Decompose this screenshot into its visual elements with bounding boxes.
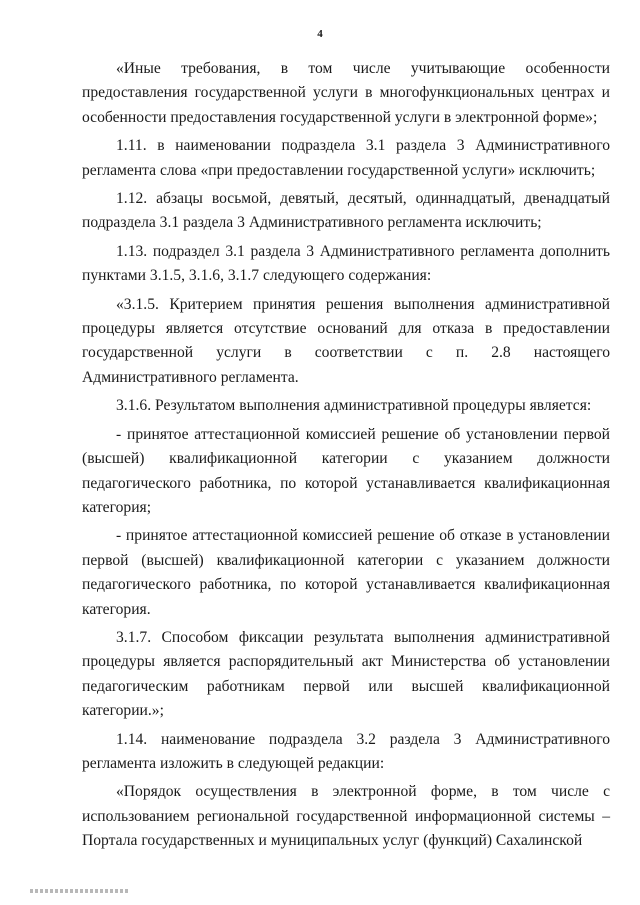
paragraph-11: «Порядок осуществления в электронной форме, в том числе с использованием региональной государственной информационной системы – Портала государственных и муниципальных услуг (функций) Сахалинской <box>82 783 610 850</box>
paragraph-1: «Иные требования, в том числе учитывающие особенности предоставления государственной услуги в многофункциональных центрах и особенности предоставления государственной услуги в электронной форме»; <box>82 60 610 126</box>
document-body <box>82 57 610 854</box>
paragraph-3: 1.12. абзацы восьмой, девятый, десятый, одиннадцатый, двенадцатый подраздела 3.1 раздела 3 Административного регламента исключить; <box>82 190 610 232</box>
paragraph-8: - принятое аттестационной комиссией решение об отказе в установлении первой (высшей) квалификационной категории с указанием должности педагогического работника, по которой устанавливается квалификационная категория. <box>82 527 610 618</box>
page-number: 4 <box>317 28 323 40</box>
paragraph-2: 1.11. в наименовании подраздела 3.1 раздела 3 Административного регламента слова «при предоставлении государственной услуги» исключить; <box>82 137 610 179</box>
paragraph-5: «3.1.5. Критерием принятия решения выполнения административной процедуры является отсутствие оснований для отказа в предоставлении государственной услуги в соответствии с п. 2.8 настоящего Административного регламента. <box>82 295 610 386</box>
paragraph-6: 3.1.6. Результатом выполнения административной процедуры является: <box>116 397 592 415</box>
scan-artifact-mark <box>30 889 130 893</box>
paragraph-9: 3.1.7. Способом фиксации результата выполнения административной процедуры является распорядительный акт Министерства об установлении педагогическим работникам первой или высшей квалификационной категории.»; <box>82 628 610 720</box>
paragraph-7: - принятое аттестационной комиссией решение об установлении первой (высшей) квалификационной категории с указанием должности педагогического работника, по которой устанавливается квалификационная категория; <box>82 425 610 516</box>
paragraph-4: 1.13. подраздел 3.1 раздела 3 Административного регламента дополнить пунктами 3.1.5, 3.1.6, 3.1.7 следующего содержания: <box>82 242 610 285</box>
paragraph-10: 1.14. наименование подраздела 3.2 раздела 3 Административного регламента изложить в следующей редакции: <box>82 730 610 772</box>
